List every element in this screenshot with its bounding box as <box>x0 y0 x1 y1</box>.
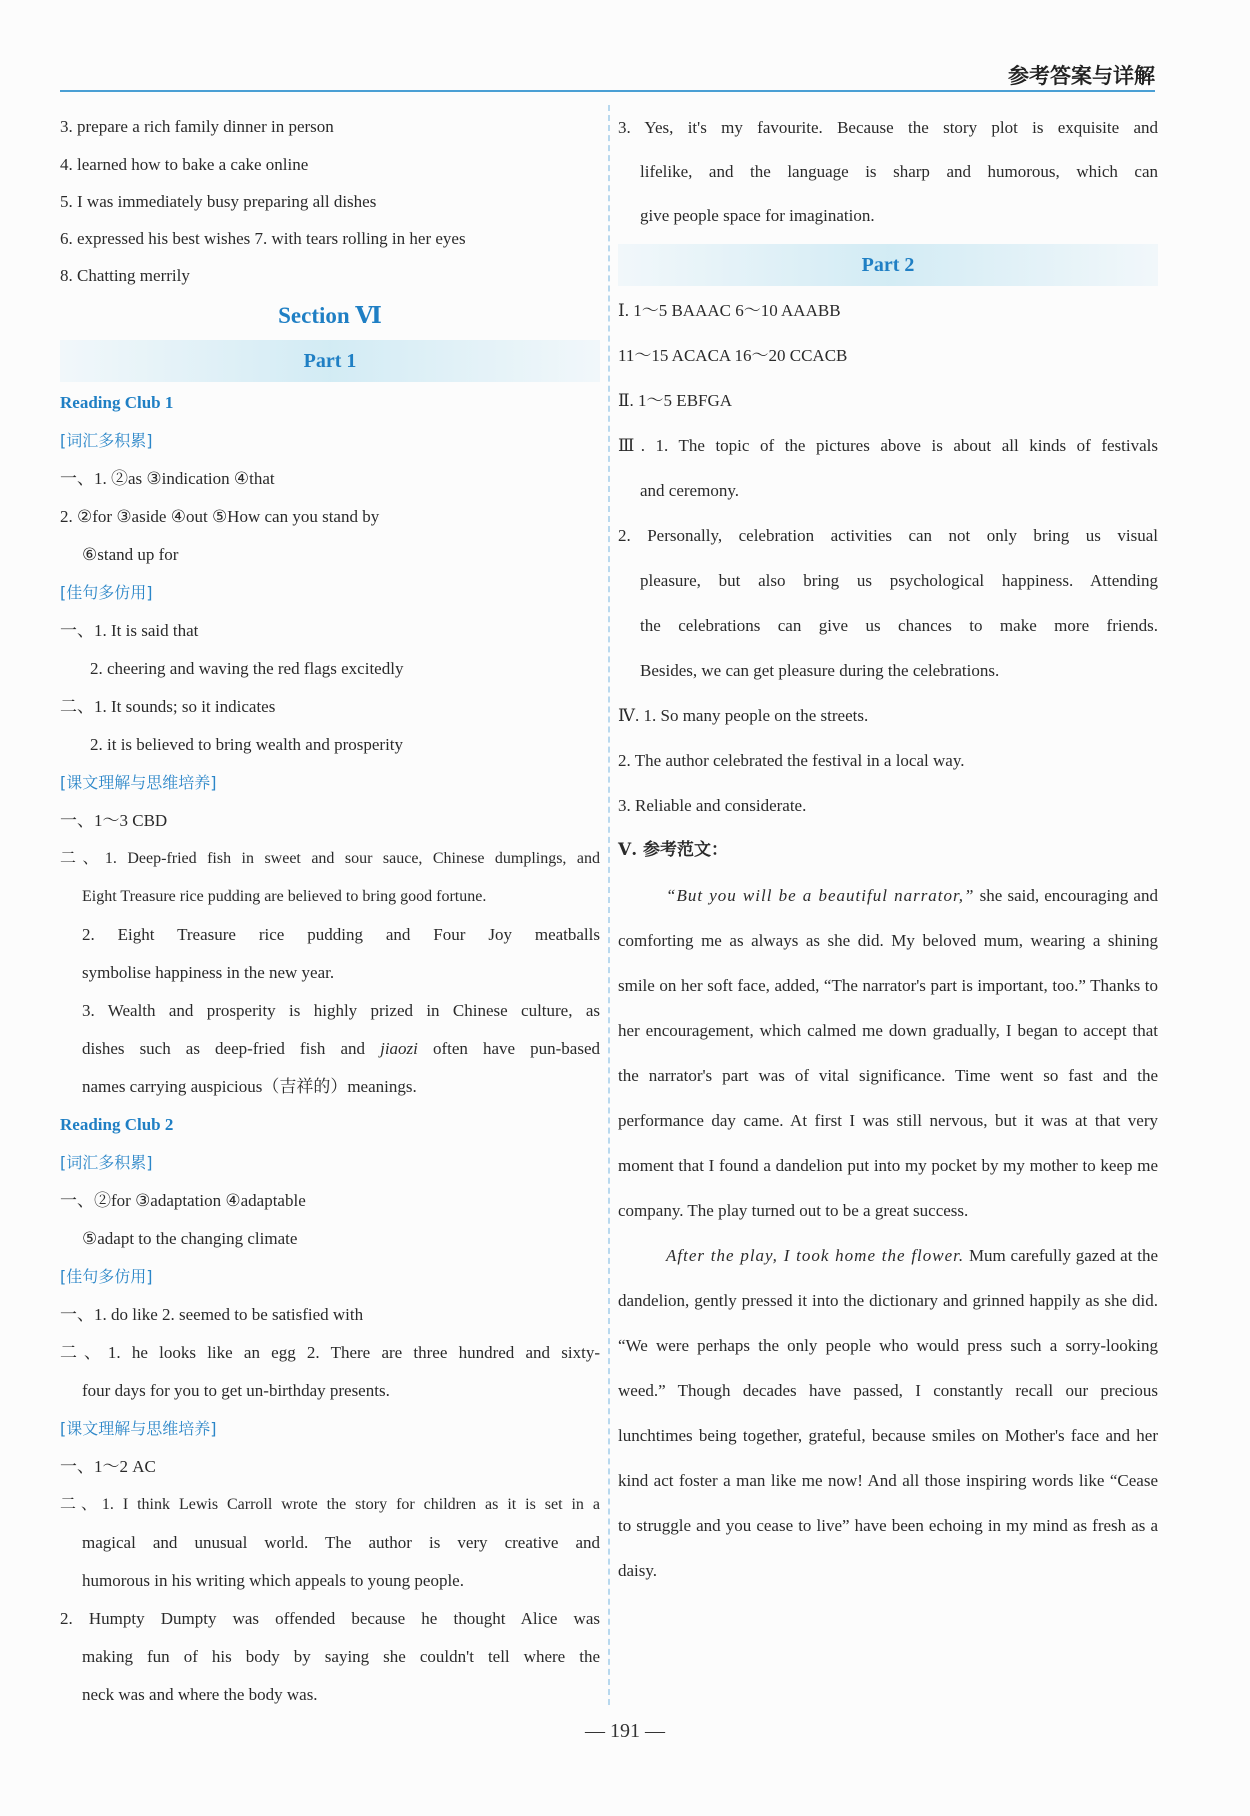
answer-line: 2. The author celebrated the festival in a local way. <box>618 751 965 770</box>
answer-line: 2. Eight Treasure rice pudding and Four Joy meatballs <box>82 925 600 944</box>
answer-line: ⑥stand up for <box>82 545 179 564</box>
essay-paragraph <box>618 873 1158 1233</box>
club-title: Reading Club 2 <box>60 1115 174 1134</box>
answer-line: 一、1. ②as ③indication ④that <box>60 469 275 488</box>
answer-line: 一、1～2 AC <box>60 1457 156 1476</box>
answer-line: 2. Humpty Dumpty was offended because he thought Alice was <box>60 1609 600 1628</box>
answer-line: 4. learned how to bake a cake online <box>60 155 309 174</box>
essay-text: she said, encouraging and comforting me as always as she did. My beloved mum, wearing a shining smile on her soft face, added, “The narrator's part is important, too.” Thanks to her encouragement, which calmed me down gradually, I began to accept that the narrator's part was of vital significance. Time went so fast and the performance day came. At first I was still nervous, but it was at that very moment that I found a dandelion put into my pocket by my mother to keep me company. The play turned out to be a great success. <box>618 886 1158 1220</box>
answer-line: 一、1. It is said that <box>60 621 199 640</box>
answer-text: dishes such as deep-fried fish and <box>82 1039 381 1058</box>
essay-paragraph <box>618 1233 1158 1593</box>
answer-line: 6. expressed his best wishes 7. with tears rolling in her eyes <box>60 229 466 248</box>
essay-heading: Ⅴ. 参考范文： <box>618 840 729 860</box>
section-title: Section Ⅵ <box>278 303 382 328</box>
category-tag: [词汇多积累] <box>60 1153 153 1172</box>
essay-opening-sentence: After the play, I took home the flower. <box>666 1246 965 1265</box>
answer-line: humorous in his writing which appeals to young people. <box>82 1571 464 1590</box>
page-number: — 191 — <box>585 1720 665 1742</box>
essay-opening-sentence: “But you will be a beautiful narrator,” <box>666 886 975 905</box>
answer-text-italic: jiaozi <box>380 1039 418 1058</box>
answer-line: 8. Chatting merrily <box>60 266 190 285</box>
answer-line: magical and unusual world. The author is very creative and <box>82 1533 600 1552</box>
answer-line: 一、1. do like 2. seemed to be satisfied with <box>60 1305 364 1324</box>
column-divider <box>608 105 610 1705</box>
answer-line: 一、1～3 CBD <box>60 811 168 830</box>
part-title: Part 1 <box>60 340 600 382</box>
answer-line: pleasure, but also bring us psychological happiness. Attending <box>640 571 1158 590</box>
answer-line: Ⅱ. 1～5 EBFGA <box>618 391 733 410</box>
header-title: 参考答案与详解 <box>1008 64 1155 88</box>
answer-line: lifelike, and the language is sharp and humorous, which can <box>640 162 1158 181</box>
category-tag: [课文理解与思维培养] <box>60 773 217 792</box>
category-tag: [课文理解与思维培养] <box>60 1419 217 1438</box>
answer-line: neck was and where the body was. <box>82 1685 318 1704</box>
answer-line: four days for you to get un-birthday presents. <box>82 1381 390 1400</box>
answer-line: 11～15 ACACA 16～20 CCACB <box>618 346 848 365</box>
answer-line: Eight Treasure rice pudding are believed to bring good fortune. <box>82 888 487 905</box>
answer-line: 3. prepare a rich family dinner in person <box>60 117 334 136</box>
answer-line: 5. I was immediately busy preparing all dishes <box>60 192 377 211</box>
right-column <box>618 106 1158 1593</box>
category-tag: [佳句多仿用] <box>60 1267 153 1286</box>
answer-line: and ceremony. <box>640 481 739 500</box>
answer-line: 2. Personally, celebration activities can not only bring us visual <box>618 526 1158 545</box>
answer-line: Besides, we can get pleasure during the celebrations. <box>640 661 1000 680</box>
answer-line <box>60 1030 600 1068</box>
answer-text: often have pun-based <box>417 1039 600 1058</box>
answer-line: making fun of his body by saying she couldn't tell where the <box>82 1647 600 1666</box>
answer-line: 2. ②for ③aside ④out ⑤How can you stand by <box>60 507 380 526</box>
answer-line: give people space for imagination. <box>640 206 875 225</box>
answer-line: 3. Yes, it's my favourite. Because the story plot is exquisite and <box>618 118 1158 137</box>
part-title: Part 2 <box>618 244 1158 286</box>
essay-text: Mum carefully gazed at the dandelion, gently pressed it into the dictionary and grinned happily as she did. “We were perhaps the only people who would press such a sorry-looking weed.” Though decades have passed, I constantly recall our precious lunchtimes being together, grateful, because smiles on Mother's face and her kind act foster a man like me now! And all those inspiring words like “Cease to struggle and you cease to live” have been echoing in my mind as fresh as a daisy. <box>618 1246 1158 1580</box>
answer-line: 3. Reliable and considerate. <box>618 796 807 815</box>
answer-line: ⑤adapt to the changing climate <box>82 1229 298 1248</box>
answer-line: 3. Wealth and prosperity is highly prized in Chinese culture, as <box>82 1001 600 1020</box>
answer-line: symbolise happiness in the new year. <box>82 963 335 982</box>
answer-line: names carrying auspicious（吉祥的）meanings. <box>82 1077 417 1096</box>
answer-line: the celebrations can give us chances to make more friends. <box>640 616 1158 635</box>
answer-line: 二、1. It sounds; so it indicates <box>60 697 276 716</box>
answer-line: 2. it is believed to bring wealth and prosperity <box>90 735 404 754</box>
category-tag: [词汇多积累] <box>60 431 153 450</box>
category-tag: [佳句多仿用] <box>60 583 153 602</box>
club-title: Reading Club 1 <box>60 393 174 412</box>
answer-line: 2. cheering and waving the red flags excitedly <box>90 659 404 678</box>
answer-line: 一、②for ③adaptation ④adaptable <box>60 1191 306 1210</box>
answer-line: 二、1. Deep-fried fish in sweet and sour sauce, Chinese dumplings, and <box>60 850 600 867</box>
page-header <box>60 58 1155 92</box>
answer-line: 二、1. he looks like an egg 2. There are three hundred and sixty- <box>60 1343 600 1362</box>
answer-line: 二、1. I think Lewis Carroll wrote the story for children as it is set in a <box>60 1496 600 1513</box>
answer-line: Ⅳ. 1. So many people on the streets. <box>618 706 869 725</box>
answer-line: Ⅰ. 1～5 BAAAC 6～10 AAABB <box>618 301 841 320</box>
left-column <box>60 108 600 1714</box>
answer-line: Ⅲ. 1. The topic of the pictures above is about all kinds of festivals <box>618 436 1158 455</box>
